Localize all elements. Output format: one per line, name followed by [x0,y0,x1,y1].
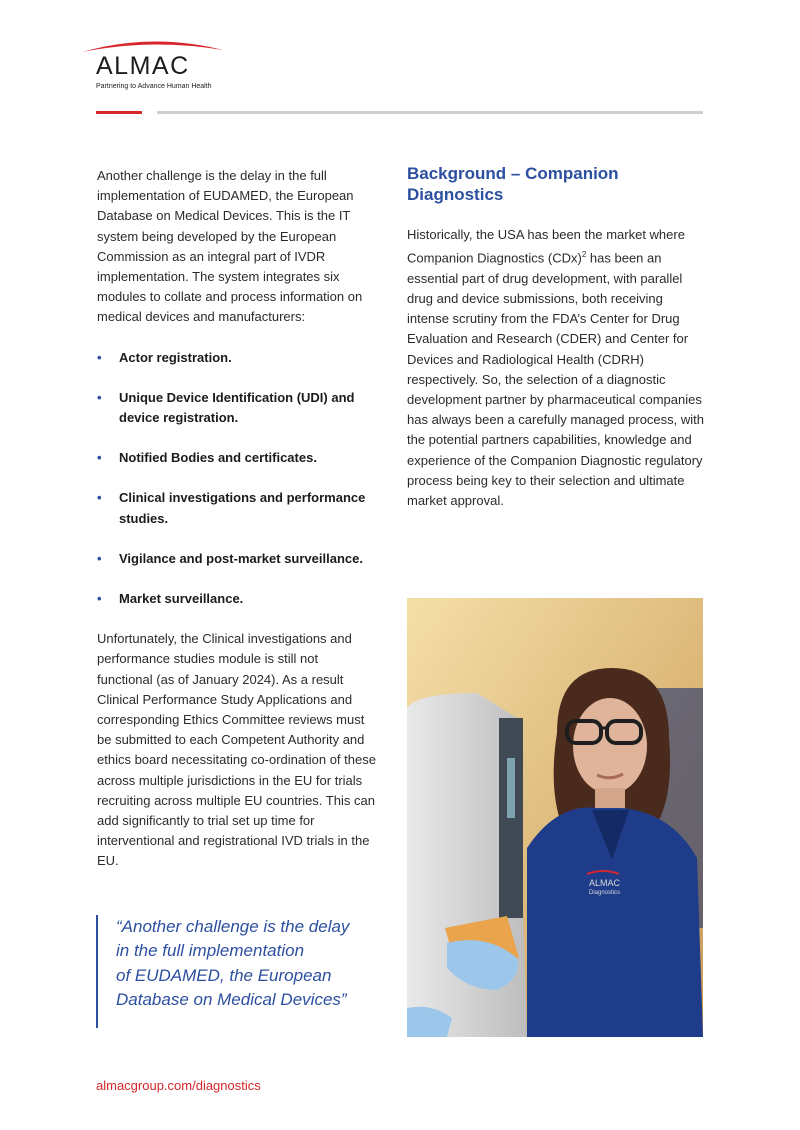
list-item: • Vigilance and post-market surveillance. [97,549,377,569]
header-rule [157,111,703,114]
list-item: • Market surveillance. [97,589,377,609]
list-item: • Unique Device Identification (UDI) and device registration. [97,389,355,426]
lab-photo [407,598,703,1037]
bullet-icon: • [97,550,102,566]
list-item: • Actor registration. [97,348,377,368]
bullet-icon: • [97,591,102,607]
background-paragraph: Historically, the USA has been the market where Companion Diagnostics (CDx)$^2$ has been an essential part of drug development, with parallel drug and device submissions, both receiving intense scrutiny from the FDA’s Center for Drug Evaluation and Research (CDER) and Center for Devices and Radiological Health (CDRH) respectively. So, the selection of a diagnostic development partner by pharmaceutical companies has always been a carefully managed process, with the potential partners capabilities, knowledge and experience of the Companion Diagnostic regulatory process being key to their selection and ultimate market approval. [407,227,704,508]
left-column [97,166,377,872]
list-item: • Clinical investigations and performance studies. [97,490,366,526]
list-item: • Notified Bodies and certificates. [97,448,377,468]
bullet-icon: • [97,490,102,506]
coat-logo-sub: Diagnostics [589,890,621,896]
intro-paragraph: Another challenge is the delay in the full implementation of EUDAMED, the European Database on Medical Devices. This is the IT system being developed by the European Commission as an integral part of IVDR implementation. The system integrates six modules to collate and process information on medical devices and manufacturers: [97,168,363,325]
footnote-ref: 2 [581,250,587,260]
pull-quote-text: “Another challenge is the delay in the full implementation of EUDAMED, the European Database on Medical Devices” [116,917,350,1009]
header-rule-accent [96,111,142,114]
eudamed-modules-list [97,348,377,610]
footer-website-link[interactable]: almacgroup.com/diagnostics [96,1078,261,1093]
coat-logo-word: ALMAC [589,878,621,888]
scientist-photo-icon [407,598,703,1037]
bullet-icon: • [97,389,102,405]
pull-quote [96,915,386,1028]
section-heading: Background – Companion Diagnostics [407,164,619,204]
logo-wordmark: ALMAC [96,52,190,80]
closing-paragraph: Unfortunately, the Clinical investigations and performance studies module is still not functional (as of January 2024). As a result Clinical Performance Study Applications and corresponding Ethics Committee reviews must be submitted to each Competent Authority and ethics board necessitating co-ordination of these across multiple jurisdictions in the EU for trials recruiting across multiple EU countries. This can add significantly to trial set up time for interventional and registrational IVD trials in the EU. [97,631,376,869]
almac-logo [80,36,230,96]
logo-tagline: Partnering to Advance Human Health [96,83,212,90]
bullet-icon: • [97,450,102,466]
bullet-icon: • [97,349,102,365]
right-column [407,163,707,511]
